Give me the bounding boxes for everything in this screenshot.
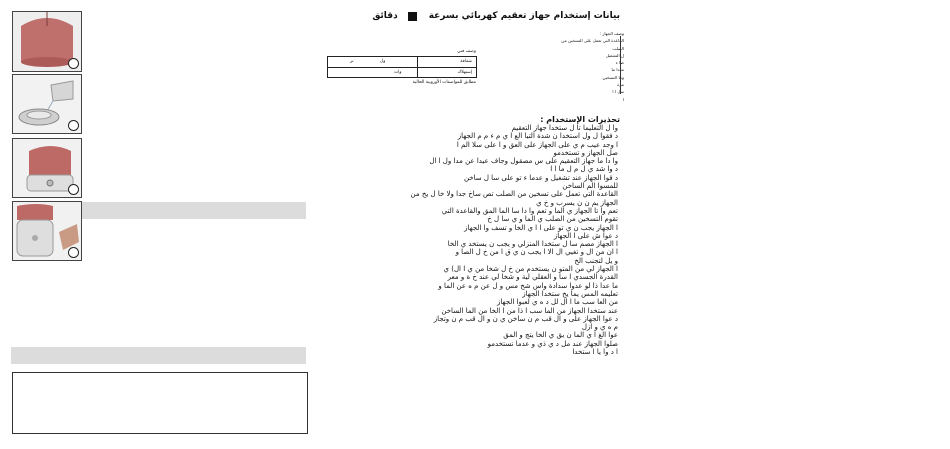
warning-line: عند ستخدا الجهاز من الما سب ا ذا من ا الخا من الما الساخن: [441, 306, 618, 315]
step-photo-2: [12, 74, 82, 134]
spec-cell: إستهلاك: [457, 70, 472, 75]
warning-line: القدرة الجسدي ا سا و العقلي لية و شخا لي عند خ ة و معر: [447, 273, 618, 282]
warning-line: ا د وا يا ا ستخدا: [572, 348, 618, 357]
step-photo-3: [12, 138, 82, 198]
step-photo-4: [12, 201, 82, 261]
grey-banner-top: [82, 202, 306, 219]
description-item: القاعدة التي تعمل على التسخين من الصلب: [561, 38, 624, 51]
warning-line: صل الجهاز و تستخدمو: [553, 148, 618, 157]
warning-line: تقوم التسخين من الصلب ي الما و ي سا ل خ: [487, 215, 618, 224]
description-item: معدا ما: [611, 67, 624, 73]
warning-line: صلوا الجهاز عند مل د ي ذي و عدما تستخدمو: [487, 339, 618, 348]
description-label: وصف الجهاز :: [599, 31, 624, 36]
warning-line: القاعدة التي تعمل على تسخين من الصلب تص ساخ جدا ولا خا ل يخ من: [410, 190, 618, 199]
description-item: سل ا ا: [612, 89, 624, 95]
spec-table-divider: [328, 67, 476, 68]
warning-line: ا الجهاز يجب ن ي تو على ا ا ي الخا و تسف وا الجهاز: [464, 223, 618, 232]
grey-banner-bottom: [11, 347, 306, 364]
warning-line: د عوا الجهاز على و ال قب م ن ساخن ي ن و ال قب م ن وتجاز: [433, 314, 618, 323]
black-square-icon: [408, 12, 417, 21]
warning-line: الجهاز يم ن ن يسرب و خ ي: [536, 198, 618, 207]
description-item: مرة: [617, 82, 624, 88]
warning-line: د قوا الجهاز عند تشغيل و عدما ء تو على سا ل ساخن: [463, 173, 618, 182]
warning-line: ا الجهاز مصم سا ل ستخدا المنزلي و يجب ن يستخد ي الخا: [447, 240, 618, 249]
step-marker-icon: [68, 184, 79, 195]
title-text: بيانات إستخدام جهاز تعقيم كهربائي بسرعة: [428, 11, 620, 21]
warnings-list: [326, 124, 618, 356]
description-rule: [620, 36, 622, 94]
warning-line: تعم وا تا الجهاز ي الما و تعم وا دا سا الما المق والقاعدة التي: [441, 206, 618, 215]
title-unit: دقائق: [372, 11, 398, 21]
empty-note-box: [12, 372, 308, 434]
warning-line: وا دا ما جهاز التعقيم على س مصقول وجاف عيدا عن مدا ول ا ال: [429, 157, 618, 166]
spec-cell: شفافة: [460, 59, 472, 64]
step-marker-icon: [68, 58, 79, 69]
step-marker-icon: [68, 120, 79, 131]
spec-compliance-note: مطابق للمواصفات الأوروبية الحالية: [412, 80, 476, 85]
warning-line: ا وجد عيب م ي على الجهاز على العق و ا على سلا الم ا: [456, 140, 618, 149]
step-marker-icon: [68, 247, 79, 258]
description-item: ل التشغيل: [605, 52, 624, 58]
warning-line: د فقوا ل ول استخدا ن شدة التيا الع ا ي م ء م م الجهاز: [457, 132, 618, 141]
description-item: وما التسخين: [602, 74, 624, 80]
warning-line: د وا شد ي ل م ل ما ا ا: [550, 165, 618, 174]
warning-line: وا ل التعليما تا ل ستخدا جهاز التعقيم: [511, 124, 618, 132]
spec-cell: ول: [380, 59, 386, 64]
device-description: [560, 30, 624, 103]
spec-caption: وصف فني: [457, 49, 476, 54]
spec-cell: وات: [394, 70, 402, 75]
warning-line: من العا سب ما ا ال لل د ه ي لعبوا الجهاز: [497, 298, 618, 307]
spec-table: [327, 56, 477, 78]
spec-table-divider: [417, 57, 418, 77]
warning-line: و يل لتجنب الخ: [574, 256, 618, 265]
document-title: [372, 11, 620, 21]
spec-cell: تر: [350, 59, 354, 64]
warning-line: عوا الغ ا ي الما ن يق ي الخا يتج و المق: [503, 331, 618, 340]
warnings-title: تحذيرات الإستخدام :: [540, 115, 620, 124]
warning-line: تعليمه المس يما يخ ستخدا الجهاز: [522, 289, 618, 298]
warning-line: د عوا ش على ا الجهاز: [553, 231, 618, 240]
warning-line: ا الجهاز لي من المتو ن يستخدم من خ ل شخا من ي ا ال) ي: [443, 265, 618, 274]
step-photo-1: [12, 11, 82, 72]
description-item: ا: [622, 96, 624, 102]
warning-line: م ه ي و ازل: [581, 323, 618, 332]
warning-line: للمسوا الم الساخن: [562, 182, 618, 191]
warning-line: ما عدا ذا لو عدوا سدادة واس شخ مس و ل عن م ه عن الما و: [438, 281, 618, 290]
warning-line: ا ان من ال و تغيي ال الا ا يجب ن ي ق ا من خ ل الصا و: [455, 248, 618, 257]
description-item: ضا ء: [615, 60, 624, 66]
